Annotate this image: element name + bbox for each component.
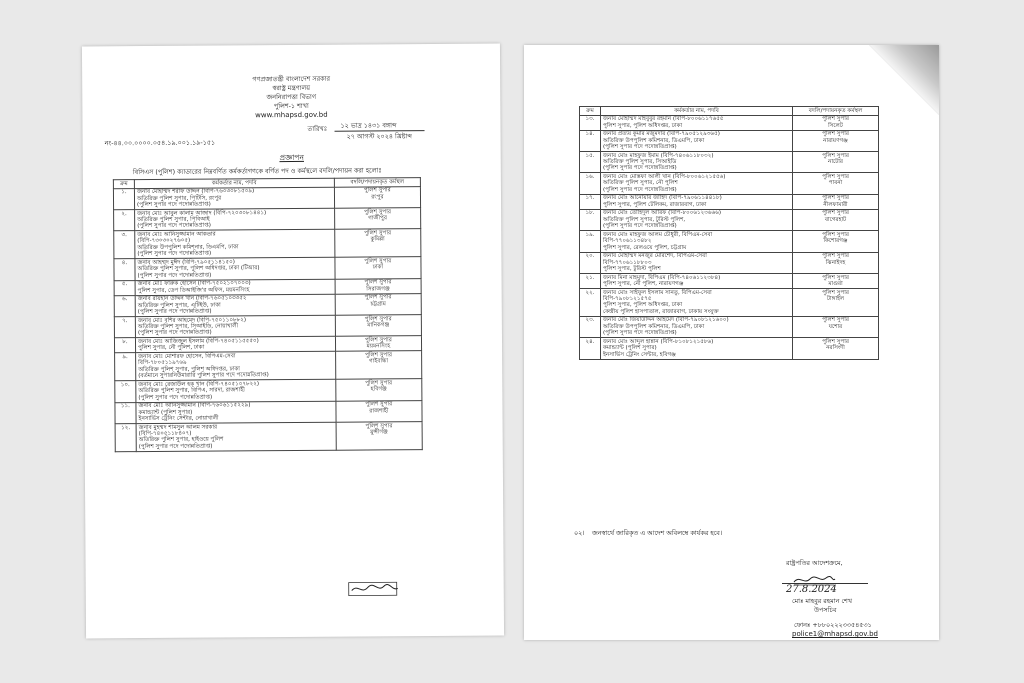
- officer-detail-line: জনাব আহম্মদ মুঈদ (বিপি-৭৯০৫১১৪১৫০): [137, 259, 235, 266]
- posting-line: পুলিশ সুপার: [822, 253, 849, 260]
- officer-detail-line: জনাব মোঃ জিয়াউদ্দিন আহমেদ (বিপি-৭৯০৮১২১৬০০): [603, 317, 729, 324]
- phone-number: ফোনঃ +৮৮০২২২৩৩৫৪৫৩১: [794, 621, 872, 629]
- posting-location: [336, 400, 422, 422]
- officer-details: [601, 152, 793, 173]
- officer-detail-line: জনাব মোঃ রেজাউল হক খান (বিপি-৭৪০৫১০৭৮২২): [138, 381, 260, 388]
- row-serial: ২০.: [580, 252, 601, 273]
- officer-detail-line: জনাব মোঃ মোশারফ হোসেন, বিপিএম-সেবা: [138, 353, 236, 361]
- officer-detail-line: (বর্তমানে সুপারনিউমারারি পুলিশ সুপার পদে পদোন্নতিপ্রাপ্ত): [138, 372, 269, 380]
- officer-detail-line: ইনসার্ভিস ট্রেনিং সেন্টার, হবিগঞ্জ: [603, 351, 676, 358]
- posting-line: নাটোর: [828, 159, 844, 165]
- table-row: [114, 315, 421, 339]
- officer-detail-line: জনাব মোঃ মাহফুজ আলম চৌধুরী, বিপিএম-সেবা: [603, 231, 713, 238]
- branch-heading: পুলিশ-১ শাখা: [273, 101, 309, 111]
- posting-location: [335, 278, 421, 294]
- row-serial: ১৫.: [580, 152, 601, 173]
- officer-detail-line: জনাব মোঃ আনোয়ার জাহিদ (বিপি-৭৯০৬১১৪৪১৮): [603, 195, 722, 202]
- row-serial: ৯.: [115, 353, 136, 381]
- posting-location: [336, 422, 422, 450]
- officer-detail-line: অতিরিক্ত পুলিশ সুপার, নৌ পুলিশ: [603, 180, 678, 187]
- posting-line: পুলিশ সুপার: [364, 208, 391, 216]
- table-row: [113, 186, 420, 210]
- posting-location: [335, 257, 421, 279]
- officer-detail-line: কমান্ড্যান্ট (পুলিশ সুপার): [138, 409, 193, 416]
- officer-detail-line: (পুলিশ সুপার পদে পদোন্নতিপ্রাপ্ত): [603, 144, 677, 150]
- officer-detail-line: অতিরিক্ত উপপুলিশ কমিশনার, ডিএমপি, ঢাকা: [603, 323, 705, 330]
- col-header-name: কর্মকর্তার নাম, পদবি: [601, 107, 793, 116]
- row-serial: ১৯.: [580, 231, 601, 252]
- officer-details: [601, 130, 793, 151]
- posting-line: নীলফামারী: [823, 201, 848, 208]
- row-serial: ১৮.: [580, 209, 601, 230]
- posting-line: পুলিশ সুপার: [822, 289, 849, 296]
- signature-date: 27.8.2024: [786, 584, 837, 595]
- row-serial: ১৬.: [580, 173, 601, 194]
- col-header-no: ক্রম: [580, 107, 601, 116]
- posting-location: [335, 293, 421, 315]
- row-serial: ৭.: [114, 317, 135, 339]
- officer-details: [601, 173, 793, 194]
- officer-detail-line: অতিরিক্ত পুলিশ সুপার, টুরিস্ট পুলিশ,: [603, 216, 686, 223]
- table-row: [580, 209, 879, 230]
- posting-line: গাইবান্ধা: [369, 358, 389, 365]
- officer-details: [134, 187, 334, 210]
- posting-location: [793, 209, 879, 230]
- posting-location: [793, 231, 879, 252]
- officer-detail-line: (পুলিশ সুপার পদে পদোন্নতিপ্রাপ্ত): [137, 308, 212, 316]
- officer-details: [601, 252, 793, 273]
- officer-detail-line: পুলিশ সুপার, রেলওয়ে পুলিশ, চট্টগ্রাম: [603, 244, 687, 251]
- officer-detail-line: জনাব মোঃ সাইফুল ইসলাম সানতু, বিপিএম-সেবা: [603, 289, 712, 296]
- signer-designation: উপসচিব: [814, 606, 837, 614]
- posting-location: [793, 289, 879, 317]
- officer-detail-line: পুলিশ সুপার, টুরিস্ট পুলিশ: [603, 266, 661, 273]
- posting-line: পুলিশ সুপার: [822, 274, 849, 281]
- officer-detail-line: পুলিশ সুপার, পুলিশ অধিদপ্তর, ঢাকা: [603, 302, 683, 309]
- officer-details: [136, 379, 336, 402]
- officer-detail-line: অতিরিক্ত পুলিশ সুপার, বিপিএ, সারদা, রাজশাহী: [138, 387, 245, 395]
- officer-detail-line: জনাব মোঃ ফারুক হোসেন (বিপি-৭৫০২১০৭০০৩): [137, 280, 251, 288]
- col-header-posting: বদলি/পদায়নকৃত কর্মস্থল: [334, 178, 420, 187]
- posting-line: হবিগঞ্জ: [370, 386, 387, 393]
- posting-line: পুলিশ সুপার: [364, 230, 392, 237]
- table-row: [580, 316, 879, 337]
- officer-details: [135, 279, 335, 295]
- officer-detail-line: জনাব মোহাম্মদ মনজুর মোরশেদ, বিপিএম-সেবা: [603, 253, 707, 260]
- officer-details: [601, 289, 793, 317]
- row-serial: ২.: [114, 210, 135, 232]
- officer-detail-line: অতিরিক্ত পুলিশ সুপার, পিবিআই: [137, 216, 210, 224]
- officer-details: [601, 209, 793, 230]
- officer-detail-line: জনাব মোঃ মোস্তফা আলী খান (বিপি-৮০০৬১২১৫৫৬): [603, 174, 726, 180]
- officer-detail-line: জনাব মোঃ আনিসুজ্জামান (বিপি-৭৬০৬১১৫২২৯): [138, 402, 251, 410]
- ministry-heading: স্বরাষ্ট্র মন্ত্রণালয়: [272, 83, 311, 93]
- officer-detail-line: জনাব মোঃ আনিসুজ্জামান আকতার: [137, 231, 216, 239]
- officer-details: [601, 194, 793, 209]
- posting-location: [793, 130, 879, 151]
- posting-line: পুলিশ সুপার: [822, 116, 849, 123]
- table-row: [580, 130, 879, 151]
- col-header-name: কর্মকর্তার নাম, পদবি: [134, 178, 334, 188]
- table-row: [580, 289, 879, 317]
- col-header-posting: বদলি/পদায়নকৃত কর্মস্থল: [793, 107, 879, 116]
- posting-line: ঝিনাইদহ: [825, 259, 846, 266]
- email-link[interactable]: police1@mhapsd.gov.bd: [792, 630, 878, 638]
- row-serial: ৪.: [114, 259, 135, 281]
- officer-detail-line: অতিরিক্ত পুলিশ সুপার, পিটিসি, রংপুর: [136, 195, 222, 202]
- posting-line: পুলিশ সুপার: [364, 315, 392, 323]
- officer-detail-line: অতিরিক্ত পুলিশ সুপার, হাইওয়ে পুলিশ: [138, 436, 224, 444]
- officer-detail-line: (পুলিশ সুপার পদে পদোন্নতিপ্রাপ্ত): [137, 272, 212, 279]
- posting-line: পুলিশ সুপার: [364, 337, 392, 344]
- officer-detail-line: জনাব মুহম্মদ শামসুল আলম সরকার: [138, 424, 218, 431]
- table-row: [580, 115, 879, 130]
- row-serial: ১৭.: [580, 194, 601, 209]
- officer-detail-line: অতিরিক্ত উপপুলিশ কমিশনার, ডিএমপি, ঢাকা: [137, 244, 239, 251]
- officer-detail-line: জনাব মোঃ আজিজুল ইসলাম (বিপি-৭৪০৫১১৫৫৫০): [137, 338, 259, 346]
- posting-line: যশোর: [828, 323, 843, 330]
- officer-details: [601, 115, 793, 130]
- posting-location: [336, 379, 422, 401]
- officer-detail-line: অতিরিক্ত পুলিশ সুপার, পুলিশ অধিদপ্তর, ঢাকা (টিআর): [137, 265, 260, 273]
- posting-line: কুমিল্লা: [370, 236, 385, 243]
- officer-detail-line: (পুলিশ সুপার পদে পদোন্নতিপ্রাপ্ত): [603, 330, 677, 337]
- posting-line: পুলিশ সুপার: [364, 294, 392, 301]
- officer-details: [136, 401, 336, 424]
- officer-details: [601, 316, 793, 337]
- posting-location: [793, 152, 879, 173]
- posting-line: পুলিশ সুপার: [822, 131, 849, 138]
- table-row: [115, 400, 422, 424]
- posting-line: মানিকগঞ্জ: [367, 322, 390, 329]
- posting-location: [793, 173, 879, 194]
- table-row: [580, 173, 879, 194]
- date-bengali: ১২ ভাদ্র ১৪৩১ বঙ্গাব্দ: [340, 121, 397, 130]
- posting-line: মুন্সীগঞ্জ: [370, 429, 388, 436]
- posting-line: পুলিশ সুপার: [822, 231, 849, 238]
- posting-line: বাগেরহাট: [824, 216, 847, 223]
- posting-line: রংপুর: [371, 193, 384, 201]
- posting-line: নারায়ণগঞ্জ: [823, 137, 848, 144]
- officer-detail-line: বিপি-৭৭০৬১১৩৪৮২: [603, 238, 652, 245]
- officer-detail-line: পুলিশ সুপার, নৌ পুলিশ, নারায়ণগঞ্জ: [603, 281, 684, 288]
- row-serial: ৬.: [114, 295, 135, 317]
- posting-line: ঢাকা: [372, 264, 384, 271]
- posting-line: পুলিশ সুপার: [364, 279, 392, 286]
- table-row: [115, 379, 422, 403]
- officer-detail-line: অতিরিক্ত পুলিশ সুপার, সিআইডি, নোয়াখালী: [137, 323, 239, 331]
- notification-title: প্রজ্ঞাপন: [279, 152, 305, 163]
- clause-number: ০২।: [574, 529, 585, 537]
- officer-detail-line: অতিরিক্ত পুলিশ সুপার, পুলিশ অধিদপ্তর, ঢাকা: [138, 366, 240, 373]
- row-serial: ২২.: [580, 289, 601, 317]
- officer-detail-line: জনাব প্রত্যয় কুমার মজুমদার (বিপি-৭৯০৫১২৯৩৬৫): [603, 131, 720, 138]
- posting-line: পুলিশ সুপার: [363, 187, 391, 194]
- officer-detail-line: অতিরিক্ত পুলিশ সুপার, সিআইডি: [603, 159, 677, 165]
- president-order: রাষ্ট্রপতির আদেশক্রমে,: [786, 559, 843, 567]
- officer-details: [135, 337, 335, 353]
- posting-line: চট্টগ্রাম: [370, 300, 386, 308]
- officer-detail-line: (বিপি-৭৪০৫১১৮৪০৭): [138, 430, 192, 438]
- officer-detail-line: বিপি-৭৮০৫১১৯৭৬৯: [138, 360, 187, 367]
- posting-line: পুলিশ সুপার: [822, 174, 849, 180]
- officer-detail-line: জনাব মোহাম্মদ মাহবুবুর রহমান (বিপি-৮০০৬১১৭৬৫৫: [603, 116, 724, 123]
- posting-location: [793, 194, 879, 209]
- officer-detail-line: বিপি-৭৭০৬১১৮৮০৩: [603, 259, 652, 266]
- posting-line: পুলিশ সুপার: [365, 401, 393, 408]
- row-serial: ৩.: [114, 231, 135, 259]
- officer-detail-line: (বিপি-৭৩০৩০২৭৬০৫): [137, 238, 191, 245]
- officer-details: [136, 352, 336, 381]
- table-row: [580, 252, 879, 273]
- officer-details: [601, 274, 793, 289]
- officer-detail-line: বিপি-৭৯০৮১২১৫৭৫: [603, 296, 652, 303]
- officer-details: [135, 208, 335, 231]
- officer-detail-line: জনাব রায়হান উদ্দিন খান (বিপি-৭৬০৫১০৩৩৫২: [137, 295, 247, 303]
- officer-detail-line: (পুলিশ সুপার পদে পদোন্নতিপ্রাপ্ত): [138, 443, 213, 450]
- table-row: [114, 208, 421, 232]
- document-page-1: [82, 44, 504, 639]
- posting-line: কিশোরগঞ্জ: [823, 238, 848, 245]
- table-row: [580, 231, 879, 252]
- officer-details: [135, 230, 335, 259]
- posting-line: রাজশাহী: [369, 407, 389, 415]
- row-serial: ২৩.: [580, 316, 601, 337]
- posting-location: [334, 229, 420, 257]
- intro-text: বিসিএস (পুলিশ) ক্যাডারের নিম্নবর্ণিত কর্মকর্তাগণকে বর্ণিত পদ ও কর্মস্থলে বদলি/পদায়ন করা হলোঃ: [132, 166, 382, 177]
- transfer-table-page-2: [579, 106, 879, 360]
- row-serial: ১৩.: [580, 115, 601, 130]
- officer-details: [135, 315, 335, 338]
- officer-detail-line: কমান্ড্যান্ট (পুলিশ সুপার): [603, 345, 657, 352]
- posting-location: [334, 208, 420, 230]
- row-serial: ৮.: [114, 338, 135, 353]
- posting-location: [335, 315, 421, 337]
- table-row: [580, 338, 879, 359]
- row-serial: ১০.: [115, 381, 136, 403]
- table-row: [114, 293, 421, 317]
- officer-detail-line: জনাব মোঃ আবুল কালাম আজাদ (বিপি-৭২০৩০৮১৪৪১): [137, 209, 267, 217]
- officer-detail-line: পুলিশ সুপার, নৌ পুলিশ, ঢাকা: [138, 345, 205, 352]
- officer-detail-line: (পুলিশ সুপার পদে পদোন্নতিপ্রাপ্ত): [138, 394, 213, 401]
- officer-details: [135, 294, 335, 317]
- officer-detail-line: অতিরিক্ত পুলিশ সুপার, এটিইউ, ঢাকা: [137, 302, 221, 309]
- posting-location: [793, 316, 879, 337]
- officer-detail-line: (পুলিশ সুপার পদে পদোন্নতিপ্রাপ্ত): [137, 330, 212, 337]
- posting-location: [793, 274, 879, 289]
- signature-page-1: [348, 580, 408, 602]
- date-english: ২৭ আগস্ট ২০২৪ খ্রিষ্টাব্দ: [346, 132, 412, 141]
- table-row: [115, 422, 422, 452]
- posting-line: পাবনা: [828, 180, 843, 187]
- posting-location: [335, 351, 421, 379]
- officer-detail-line: (পুলিশ সুপার পদে পদোন্নতিপ্রাপ্ত): [137, 222, 211, 230]
- posting-line: ময়মনসিংহ: [366, 343, 391, 350]
- row-serial: ১২.: [115, 424, 136, 452]
- posting-line: পুলিশ সুপার: [822, 338, 849, 345]
- table-row: [580, 274, 879, 289]
- officer-details: [601, 338, 793, 359]
- officer-detail-line: (পুলিশ সুপার পদে পদোন্নতিপ্রাপ্ত): [603, 186, 677, 193]
- posting-line: সিলেট: [828, 122, 843, 129]
- table-row: [115, 351, 422, 381]
- row-serial: ২৪.: [580, 338, 601, 359]
- posting-line: পুলিশ সুপার: [365, 352, 392, 359]
- officer-details: [136, 422, 336, 451]
- row-serial: ১.: [113, 188, 134, 210]
- posting-line: পুলিশ সুপার: [822, 195, 849, 202]
- table-row: [114, 257, 421, 281]
- table-row: [114, 229, 421, 259]
- officer-detail-line: (পুলিশ সুপার পদে পদোন্নতিপ্রাপ্ত): [603, 165, 677, 172]
- officer-detail-line: জনাব মোঃ তৌহিদুল আরিফ (বিপি-৮০০৬১২৩৬৬৬): [603, 210, 722, 217]
- posting-line: গাজীপুর: [368, 215, 387, 222]
- row-serial: ১৪.: [580, 130, 601, 151]
- officer-detail-line: জনাব মিনা মাহমুদা, বিপিএম (বিপি-৭৪০৬১১২৩৮৪): [603, 274, 721, 281]
- table-row: [580, 194, 879, 209]
- gov-heading: গণপ্রজাতন্ত্রী বাংলাদেশ সরকার: [252, 74, 330, 84]
- posting-location: [334, 186, 420, 208]
- signer-name: মোঃ মাহবুর রহমান শেখ: [792, 597, 852, 605]
- memo-number: নং-৪৪.০০.০০০০.০৫৪.১৯.০০১.১৯-১৫১: [104, 138, 216, 148]
- document-page-2: [524, 45, 939, 640]
- posting-location: [793, 252, 879, 273]
- date-label: তারিখঃ: [307, 124, 328, 133]
- officer-detail-line: (পুলিশ সুপার পদে পদোন্নতিপ্রাপ্ত): [137, 201, 211, 209]
- officer-detail-line: (পুলিশ সুপার পদে পদোন্নতিপ্রাপ্ত): [137, 250, 212, 258]
- posting-location: [793, 115, 879, 130]
- officer-detail-line: পুলিশ সুপার, পুলিশ অধিদপ্তর, ঢাকা: [603, 122, 683, 129]
- website-link[interactable]: www.mhapsd.gov.bd: [255, 110, 328, 120]
- posting-line: পুলিশ সুপার: [822, 317, 849, 324]
- posting-line: টাঙ্গাইল: [826, 296, 845, 303]
- posting-line: পুলিশ সুপার: [822, 210, 849, 217]
- officer-detail-line: জনাব মোহাম্মদ শরীফ উদ্দিন (বিপি-৭৬০৩০৮১৫০৯): [136, 188, 255, 196]
- officer-detail-line: ইনসার্ভিস ট্রেনিং সেন্টার, নোয়াখালী: [138, 415, 219, 423]
- clause-text: জনস্বার্থে জারিকৃত এ আদেশ অবিলম্বে কার্যকর হবে।: [592, 529, 723, 537]
- division-heading: জননিরাপত্তা বিভাগ: [266, 92, 317, 102]
- officer-detail-line: কেন্দ্রীয় পুলিশ হাসপাতাল, রাজারবাগ, ঢাকায় সংযুক্ত: [603, 308, 719, 315]
- transfer-table-page-1: [113, 177, 423, 452]
- officer-detail-line: জনাব মোঃ আব্দুল হান্নান (বিপি-৮১০৮১২১৫৮৬): [603, 338, 714, 345]
- posting-line: পুলিশ সুপার: [822, 152, 849, 159]
- officer-details: [135, 257, 335, 280]
- table-row: [580, 152, 879, 173]
- officer-detail-line: পুলিশ সুপার, ডেপ ডিআইজি'র অফিস, ময়মনসিংহ: [137, 286, 250, 294]
- posting-line: নরসিংদী: [826, 345, 845, 352]
- row-serial: ২১.: [580, 274, 601, 289]
- officer-detail-line: জনাব মোঃ বশির আহমেদ (বিপি-৭৫০১১০৮৮২): [137, 316, 247, 324]
- posting-line: সিরাজগঞ্জ: [366, 285, 390, 293]
- officer-detail-line: জনাব মোঃ মাহফুজ ইমাম (বিপি-৭৪০৬১১৮০৩২): [603, 152, 714, 159]
- officer-detail-line: পুলিশ সুপার, পুলিশ টেলিকম, রাজারবাগ, ঢাকা: [603, 201, 707, 208]
- officer-detail-line: (পুলিশ সুপার পদে পদোন্নতিপ্রাপ্ত): [603, 223, 677, 230]
- posting-line: পুলিশ সুপার: [365, 380, 393, 387]
- col-header-no: ক্রম: [113, 180, 134, 189]
- row-serial: ১১.: [115, 402, 136, 424]
- officer-detail-line: অতিরিক্ত উপপুলিশ কমিশনার, ডিএমপি, ঢাকা: [603, 137, 705, 144]
- posting-location: [335, 336, 421, 352]
- posting-line: পুলিশ সুপার: [364, 258, 392, 265]
- posting-line: মাগুরা: [828, 281, 843, 288]
- row-serial: ৫.: [114, 280, 135, 295]
- posting-location: [793, 338, 879, 359]
- posting-line: পুলিশ সুপার: [365, 422, 393, 430]
- officer-details: [601, 231, 793, 252]
